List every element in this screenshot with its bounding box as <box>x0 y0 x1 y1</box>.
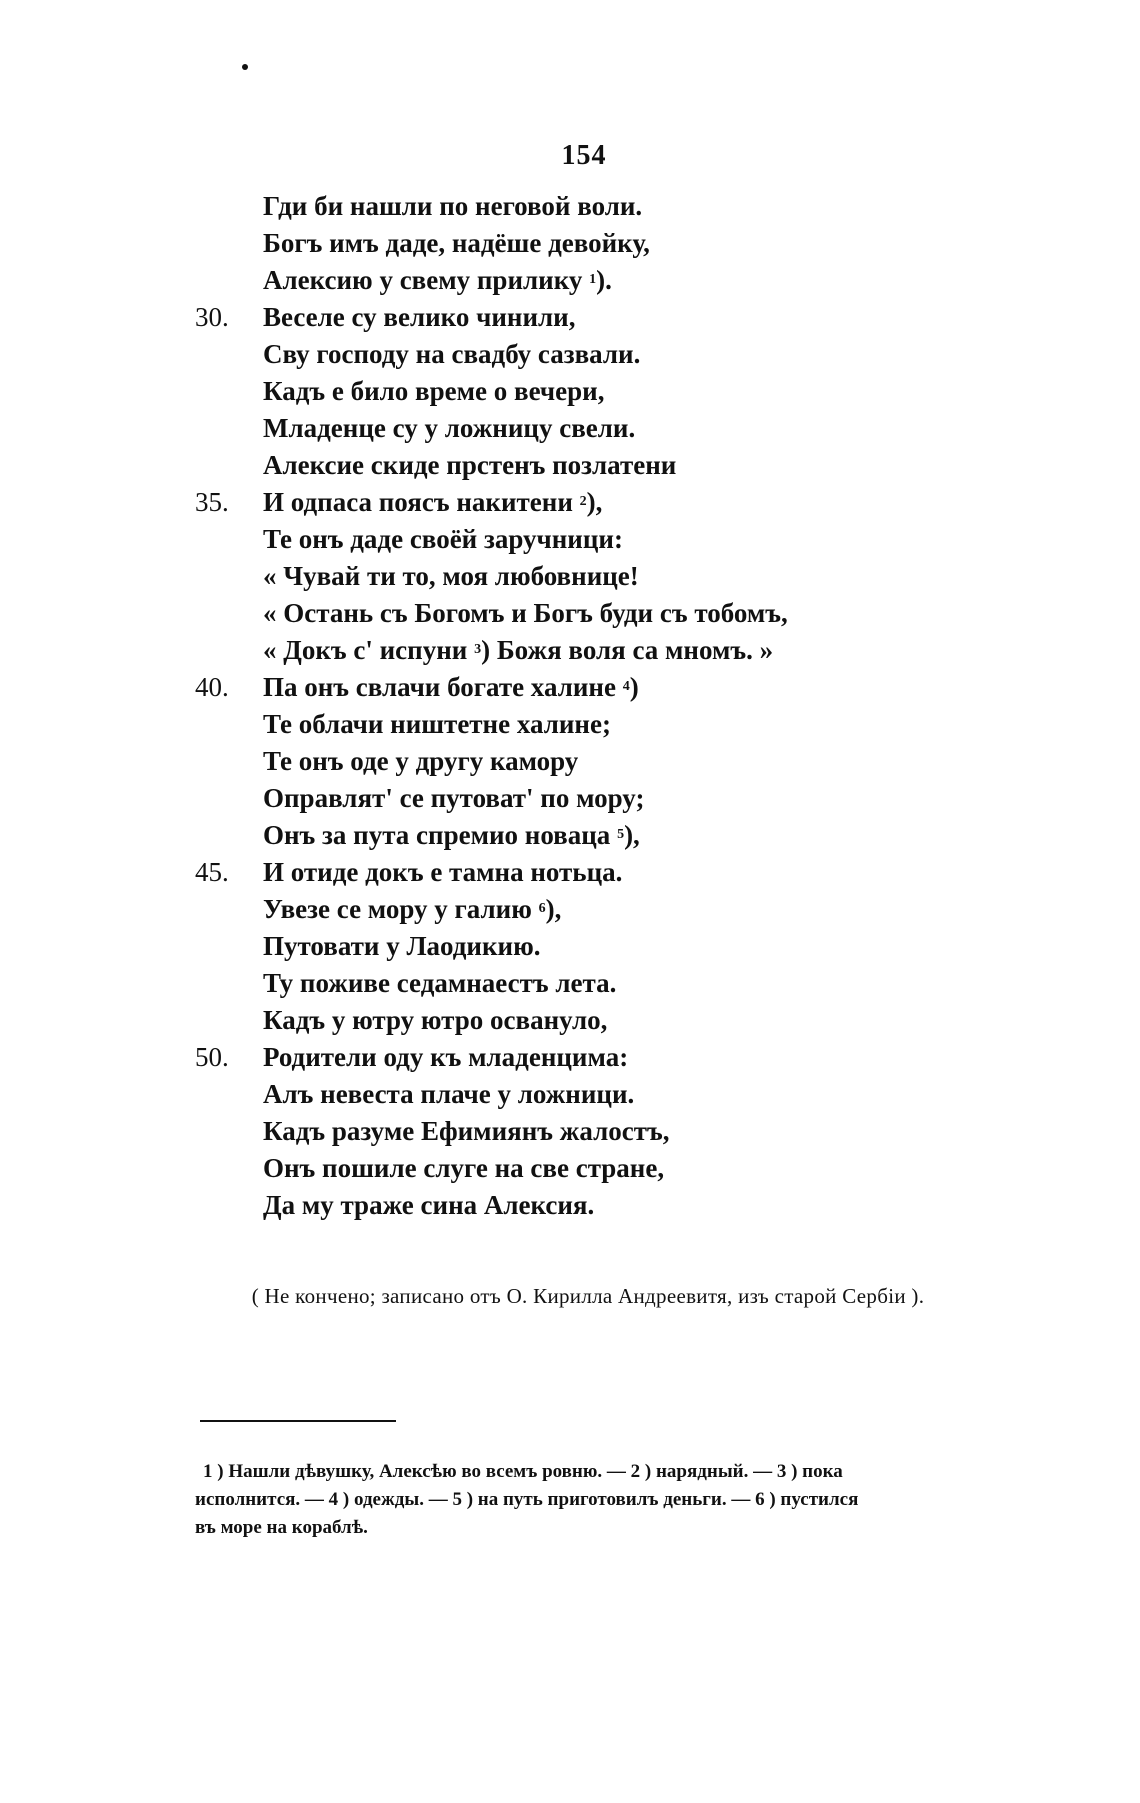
verse-line <box>195 669 1015 706</box>
footnote-marker: 4 <box>622 679 630 694</box>
line-text <box>263 1187 594 1224</box>
line-main-text: Путовати у Лаодикию. <box>263 931 541 961</box>
verse-line <box>195 1076 1015 1113</box>
line-trailing-text: ), <box>586 487 603 517</box>
verse-line <box>195 632 1015 669</box>
line-text <box>263 632 773 674</box>
line-text <box>263 1039 628 1076</box>
line-main-text: Да му траже сина Алексия. <box>263 1190 595 1220</box>
line-main-text: Родители оду къ младенцима: <box>263 1042 629 1072</box>
verse-line <box>195 854 1015 891</box>
line-trailing-text: ) Божя воля са мномъ. » <box>481 635 774 665</box>
line-main-text: Богъ имъ даде, надёше девойку, <box>263 228 650 258</box>
line-main-text: Увезе се мору у галию <box>263 894 532 924</box>
footnote-line: 1 ) Нашли дѣвушку, Алексѣю во всемъ ровню. — 2 ) нарядный. — 3 ) пока <box>203 1461 843 1482</box>
line-text <box>263 706 611 743</box>
page-number: 154 <box>561 140 607 171</box>
poem-body <box>195 188 1015 1224</box>
print-speck <box>242 64 248 70</box>
line-main-text: Гди би нашли по неговой воли. <box>263 191 643 221</box>
line-text <box>263 965 616 1002</box>
verse-line <box>195 1002 1015 1039</box>
line-main-text: Те онъ даде своёй заручници: <box>263 524 623 554</box>
line-text <box>263 410 635 447</box>
verse-line <box>195 336 1015 373</box>
footnote-marker: 2 <box>579 494 587 509</box>
line-main-text: И отиде докъ е тамна нотьца. <box>263 857 623 887</box>
line-text <box>263 595 788 632</box>
line-text <box>263 262 612 304</box>
line-main-text: « Докъ с' испуни <box>263 635 468 665</box>
verse-line <box>195 595 1015 632</box>
line-trailing-text: ) <box>629 672 639 702</box>
line-main-text: Кадъ у ютру ютро освануло, <box>263 1005 608 1035</box>
line-main-text: Те облачи ништетне халине; <box>263 709 611 739</box>
line-main-text: Сву господу на свадбу сазвали. <box>263 339 641 369</box>
line-main-text: Младенце су у ложницу свели. <box>263 413 636 443</box>
line-main-text: И одпаса поясъ накитени <box>263 487 573 517</box>
verse-line <box>195 447 1015 484</box>
line-main-text: Онъ за пута спремио новаца <box>263 820 611 850</box>
verse-line <box>195 558 1015 595</box>
footnote-line: въ море на кораблѣ. <box>195 1517 368 1538</box>
line-text <box>263 1113 670 1150</box>
verse-line <box>195 817 1015 854</box>
line-main-text: « Остань съ Богомъ и Богъ буди съ тобомъ, <box>263 598 788 628</box>
verse-line <box>195 299 1015 336</box>
line-text <box>263 743 578 780</box>
verse-line <box>195 965 1015 1002</box>
verse-line <box>195 1039 1015 1076</box>
verse-line <box>195 891 1015 928</box>
line-text <box>263 1150 664 1187</box>
verse-line <box>195 410 1015 447</box>
line-main-text: Алексие скиде прстенъ позлатени <box>263 450 677 480</box>
verse-line <box>195 706 1015 743</box>
verse-line <box>195 780 1015 817</box>
line-text <box>263 780 644 817</box>
verse-line <box>195 188 1015 225</box>
line-text <box>263 336 640 373</box>
line-main-text: Алексию у свему прилику <box>263 265 583 295</box>
line-text <box>263 225 650 262</box>
verse-line <box>195 1150 1015 1187</box>
verse-line <box>195 373 1015 410</box>
line-trailing-text: ), <box>545 894 562 924</box>
line-main-text: Па онъ свлачи богате халине <box>263 672 616 702</box>
line-text <box>263 1002 607 1039</box>
verse-line <box>195 484 1015 521</box>
line-main-text: Веселе су велико чинили, <box>263 302 576 332</box>
line-main-text: Онъ пошиле слуге на све стране, <box>263 1153 665 1183</box>
line-text <box>263 558 639 595</box>
line-trailing-text: ), <box>624 820 640 850</box>
line-text <box>263 521 623 558</box>
footnotes <box>195 1458 1005 1542</box>
verse-line <box>195 743 1015 780</box>
line-main-text: Алъ невеста плаче у ложници. <box>263 1079 635 1109</box>
footnote-divider <box>200 1420 396 1422</box>
line-text <box>263 447 676 484</box>
footnote-marker: 5 <box>617 827 625 842</box>
line-number: 45. <box>195 857 229 887</box>
line-text <box>263 1076 634 1113</box>
attribution-note: ( Не кончено; записано отъ О. Кирилла Андреевитя, изъ старой Сербiи ). <box>251 1284 925 1308</box>
line-text <box>263 299 575 336</box>
line-text <box>263 484 602 526</box>
line-number: 35. <box>195 487 229 517</box>
verse-line <box>195 928 1015 965</box>
line-text <box>263 854 622 891</box>
line-main-text: Ту поживе седамнаестъ лета. <box>263 968 617 998</box>
line-number: 40. <box>195 672 229 702</box>
line-text <box>263 188 642 225</box>
line-main-text: « Чувай ти то, моя любовнице! <box>263 561 639 591</box>
line-text <box>263 817 640 859</box>
verse-line <box>195 521 1015 558</box>
verse-line <box>195 225 1015 262</box>
verse-line <box>195 1113 1015 1150</box>
line-trailing-text: ). <box>596 265 612 295</box>
line-text <box>263 669 639 711</box>
line-text <box>263 373 604 410</box>
line-main-text: Кадъ разуме Ефимиянъ жалостъ, <box>263 1116 670 1146</box>
line-main-text: Оправлят' се путоват' по мору; <box>263 783 645 813</box>
footnote-marker: 1 <box>589 272 597 287</box>
line-number: 30. <box>195 302 229 332</box>
footnote-marker: 6 <box>538 901 546 916</box>
verse-line <box>195 262 1015 299</box>
line-text <box>263 928 541 965</box>
footnote-line: исполнится. — 4 ) одежды. — 5 ) на путь приготовилъ деньги. — 6 ) пустился <box>195 1489 859 1510</box>
line-number: 50. <box>195 1042 229 1072</box>
footnote-marker: 3 <box>474 642 482 657</box>
line-main-text: Кадъ е било време о вечери, <box>263 376 605 406</box>
line-main-text: Те онъ оде у другу камору <box>263 746 579 776</box>
line-text <box>263 891 561 933</box>
verse-line <box>195 1187 1015 1224</box>
